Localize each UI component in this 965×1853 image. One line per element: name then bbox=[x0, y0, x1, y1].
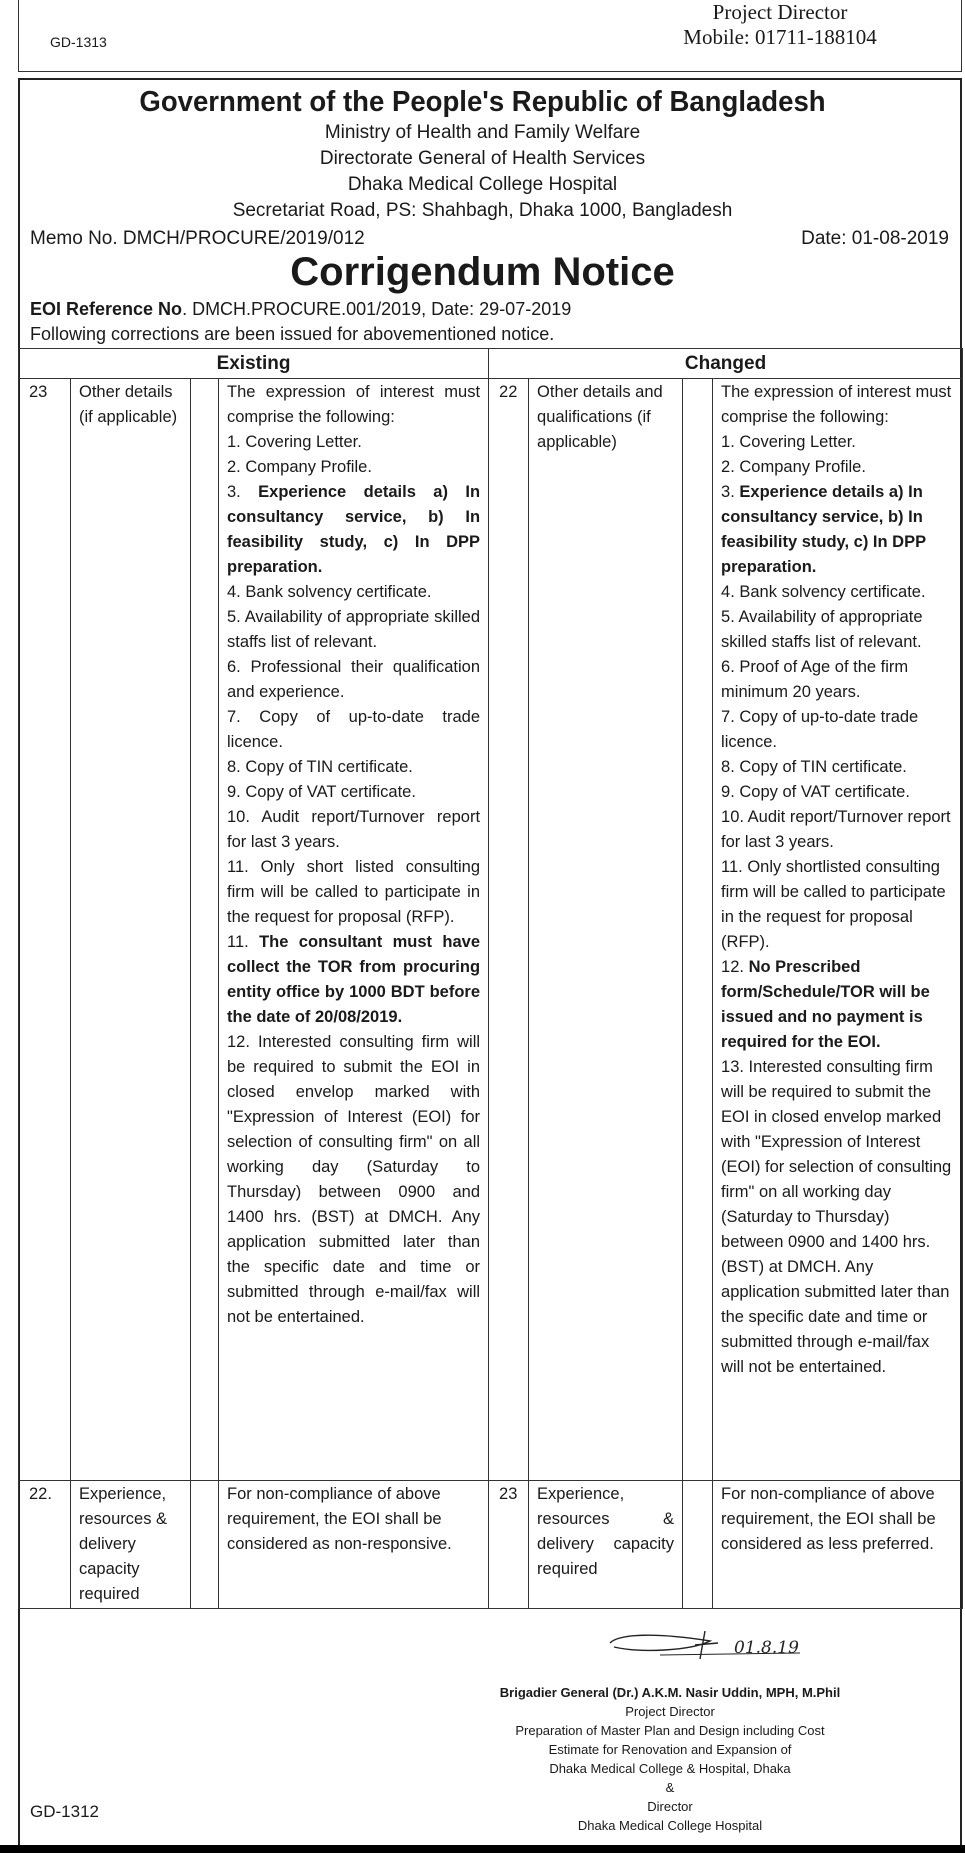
clause-line: 2. Company Profile. bbox=[721, 458, 866, 476]
clause-line bbox=[721, 955, 954, 1055]
directorate-line: Directorate General of Health Services bbox=[319, 148, 646, 169]
existing-clause-item: Other details (if applicable) bbox=[71, 379, 191, 1481]
clause-line: 7. Copy of up-to-date trade licence. bbox=[227, 708, 481, 751]
clause-line: 8. Copy of TIN certificate. bbox=[227, 758, 413, 776]
clause-line: 13. Interested consulting firm will be required to submit the EOI in closed envelop marked with "Expression of Interest (EOI) for selection of consulting firm" on all working day (Saturday to Thursday) between 0900 and 1400 hrs. (BST) at DMCH. Any application submitted later than the specific date and time or submitted through e-mail/fax will not be entertained. bbox=[721, 1058, 952, 1376]
changed-clause-item: Experience, resources & delivery capacity required bbox=[529, 1481, 683, 1609]
address-line: Secretariat Road, PS: Shahbagh, Dhaka 1000, Bangladesh bbox=[232, 200, 733, 221]
signatory-name: Brigadier General (Dr.) A.K.M. Nasir Uddin, MPH, M.Phil bbox=[499, 1685, 841, 1700]
signature-scribble bbox=[600, 1625, 800, 1665]
clause-line-emphasis: No Prescribed form/Schedule/TOR will be issued and no payment is required for the EOI. bbox=[721, 958, 930, 1051]
existing-clause-no: 22. bbox=[19, 1481, 71, 1609]
existing-clause-item: Experience, resources & delivery capacity required bbox=[71, 1481, 191, 1609]
top-contact bbox=[630, 0, 930, 50]
existing-header: Existing bbox=[19, 349, 489, 379]
clause-line: 9. Copy of VAT certificate. bbox=[721, 783, 910, 801]
signatory-project-line1: Preparation of Master Plan and Design including Cost bbox=[515, 1723, 825, 1738]
changed-header: Changed bbox=[489, 349, 963, 379]
changed-clause-details: For non-compliance of above requirement, the EOI shall be considered as less preferred. bbox=[713, 1481, 963, 1609]
existing-clause-no: 23 bbox=[19, 379, 71, 1481]
blank-cell bbox=[683, 1481, 713, 1609]
changed-clause-no: 23 bbox=[489, 1481, 529, 1609]
clause-line-number: 11. bbox=[227, 933, 260, 951]
existing-clause-details: For non-compliance of above requirement, the EOI shall be considered as non-responsive. bbox=[219, 1481, 489, 1609]
blank-cell bbox=[191, 1481, 219, 1609]
clause-line: 8. Copy of TIN certificate. bbox=[721, 758, 907, 776]
clause-line bbox=[227, 930, 480, 1030]
clause-line: 10. Audit report/Turnover report for last 3 years. bbox=[721, 808, 951, 851]
clause-line-number: 3. bbox=[227, 483, 259, 501]
top-mobile: Mobile: 01711-188104 bbox=[683, 25, 877, 49]
existing-clause-details bbox=[219, 379, 489, 1481]
clause-line: 12. Interested consulting firm will be required to submit the EOI in closed envelop marked with "Expression of Interest (EOI) for selection of consulting firm" on all working day (Saturday to Thursday) between 0900 and 1400 hrs. (BST) at DMCH. Any application submitted later than the specific date and time or submitted through e-mail/fax will not be entertained. bbox=[227, 1033, 481, 1326]
memo-number: Memo No. DMCH/PROCURE/2019/012 bbox=[30, 228, 365, 249]
clause-line bbox=[227, 480, 480, 580]
clause-line: 9. Copy of VAT certificate. bbox=[227, 783, 416, 801]
ministry-line: Ministry of Health and Family Welfare bbox=[324, 122, 641, 143]
document-code-top: GD-1313 bbox=[50, 34, 107, 50]
eoi-reference bbox=[30, 299, 571, 320]
signatory-project-line2: Estimate for Renovation and Expansion of bbox=[548, 1742, 792, 1757]
clause-line: 7. Copy of up-to-date trade licence. bbox=[721, 708, 919, 751]
eoi-value: . DMCH.PROCURE.001/2019, Date: 29-07-2019 bbox=[182, 299, 572, 319]
blank-cell bbox=[191, 379, 219, 1481]
clause-line: 6. Professional their qualification and experience. bbox=[227, 658, 481, 701]
clause-line-number: 3. bbox=[721, 483, 740, 501]
clause-line: 1. Covering Letter. bbox=[721, 433, 856, 451]
clause-line bbox=[721, 480, 954, 580]
clause-line: 4. Bank solvency certificate. bbox=[227, 583, 432, 601]
clause-line-emphasis: Experience details a) In consultancy service, b) In feasibility study, c) In DPP preparation. bbox=[721, 483, 926, 576]
clause-line: 1. Covering Letter. bbox=[227, 433, 362, 451]
clause-line-emphasis: The consultant must have collect the TOR from procuring entity office by 1000 BDT before the date of 20/08/2019. bbox=[227, 933, 481, 1026]
changed-clause-item: Other details and qualifications (if applicable) bbox=[529, 379, 683, 1481]
clause-line: 4. Bank solvency certificate. bbox=[721, 583, 926, 601]
table-header-row bbox=[19, 349, 963, 379]
clause-line-emphasis: Experience details a) In consultancy service, b) In feasibility study, c) In DPP preparation. bbox=[227, 483, 481, 576]
clause-line: 6. Proof of Age of the firm minimum 20 years. bbox=[721, 658, 909, 701]
government-heading: Government of the People's Republic of Bangladesh bbox=[139, 86, 826, 118]
clause-line: 2. Company Profile. bbox=[227, 458, 372, 476]
changed-clause-details bbox=[713, 379, 963, 1481]
signatory-org2: Dhaka Medical College Hospital bbox=[577, 1818, 763, 1833]
clause-line: 11. Only shortlisted consulting firm will be called to participate in the request for proposal (RFP). bbox=[721, 858, 946, 951]
blank-cell bbox=[683, 379, 713, 1481]
clause-line: 10. Audit report/Turnover report for last 3 years. bbox=[227, 808, 481, 851]
signatory-project-line3: Dhaka Medical College & Hospital, Dhaka bbox=[549, 1761, 791, 1776]
bottom-scan-edge bbox=[0, 1845, 965, 1853]
top-designation: Project Director bbox=[712, 0, 848, 24]
memo-date: Date: 01-08-2019 bbox=[801, 228, 949, 249]
following-text: Following corrections are been issued for abovementioned notice. bbox=[30, 324, 555, 344]
hospital-line: Dhaka Medical College Hospital bbox=[347, 174, 618, 195]
clause-line: 5. Availability of appropriate skilled staffs list of relevant. bbox=[227, 608, 481, 651]
signature-date: 01.8.19 bbox=[734, 1638, 799, 1658]
table-row bbox=[19, 379, 963, 1481]
clause-line-number: 12. bbox=[721, 958, 749, 976]
document-code-bottom: GD-1312 bbox=[30, 1802, 99, 1821]
clause-line: 5. Availability of appropriate skilled staffs list of relevant. bbox=[721, 608, 923, 651]
notice-title: Corrigendum Notice bbox=[290, 250, 675, 294]
signatory-ampersand: & bbox=[665, 1780, 675, 1795]
clause-line: 11. Only short listed consulting firm will be called to participate in the request for proposal (RFP). bbox=[227, 858, 481, 926]
signatory-role: Project Director bbox=[625, 1704, 715, 1719]
table-row bbox=[19, 1481, 963, 1609]
eoi-label: EOI Reference No bbox=[30, 299, 183, 319]
clause-line: The expression of interest must comprise the following: bbox=[227, 383, 481, 426]
changed-clause-no: 22 bbox=[489, 379, 529, 1481]
clause-line: The expression of interest must comprise the following: bbox=[721, 383, 952, 426]
signatory-role2: Director bbox=[647, 1799, 693, 1814]
corrections-table bbox=[18, 348, 962, 1609]
